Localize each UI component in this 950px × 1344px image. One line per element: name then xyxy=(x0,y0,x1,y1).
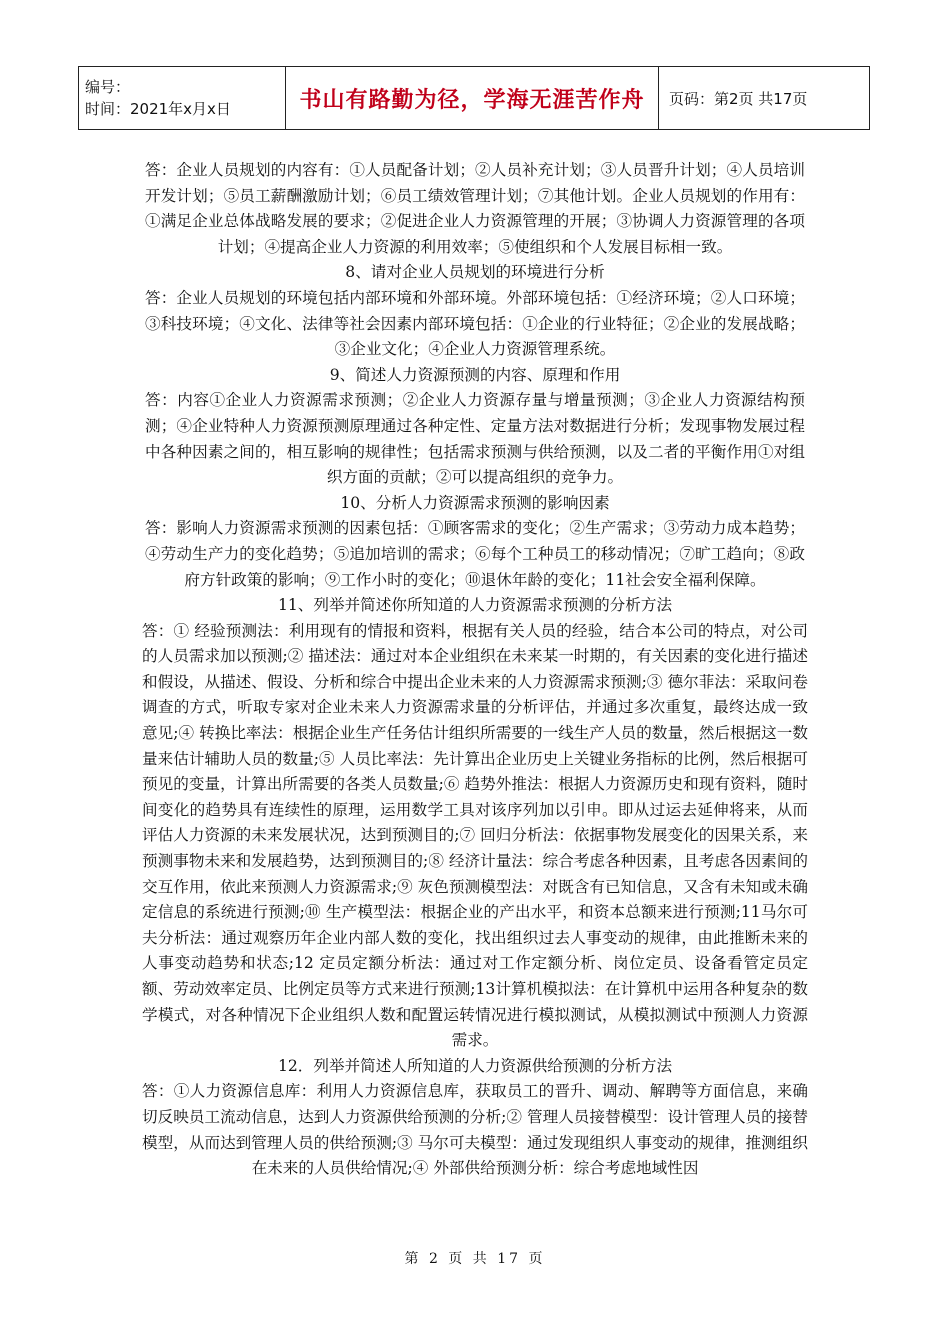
header-motto: 书山有路勤为径，学海无涯苦作舟 xyxy=(286,67,659,130)
answer-paragraph: 答：影响人力资源需求预测的因素包括：①顾客需求的变化；②生产需求；③劳动力成本趋势；④劳动生产力的变化趋势；⑤追加培训的需求；⑥每个工种员工的移动情况；⑦旷工趋向；⑧政府方针政策的影响；⑨工作小时的变化；⑩退休年龄的变化；11社会安全福利保障。 xyxy=(145,519,805,589)
question-heading: 12．列举并简述人所知道的人力资源供给预测的分析方法 xyxy=(277,1056,673,1075)
number-label: 编号： xyxy=(85,78,131,96)
page-footer: 第 2 页 共 17 页 xyxy=(404,1251,546,1267)
answer-paragraph: 答：企业人员规划的环境包括内部环境和外部环境。外部环境包括：①经济环境；②人口环境；③科技环境；④文化、法律等社会因素内部环境包括：①企业的行业特征；②企业的发展战略；③企业文化；④企业人力资源管理系统。 xyxy=(145,288,805,359)
answer-paragraph: 答：①人力资源信息库：利用人力资源信息库，获取员工的晋升、调动、解聘等方面信息，来确切反映员工流动信息，达到人力资源供给预测的分析;② 管理人员接替模型：设计管理人员的接替模型，从而达到管理人员的供给预测;③ 马尔可夫模型：通过发现组织人事变动的规律，推测组织在未来的人员供给情况;④ 外部供给预测分析：综合考虑地域性因 xyxy=(142,1082,808,1178)
question-heading: 8、请对企业人员规划的环境进行分析 xyxy=(345,263,605,282)
answer-paragraph: 答：内容①企业人力资源需求预测；②企业人力资源存量与增量预测；③企业人力资源结构预测；④企业特种人力资源预测原理通过各种定性、定量方法对数据进行分析；发现事物发展过程中各种因素之间的，相互影响的规律性；包括需求预测与供给预测，以及二者的平衡作用①对组织方面的贡献；②可以提高组织的竞争力。 xyxy=(145,391,805,487)
answer-paragraph: 答：① 经验预测法：利用现有的情报和资料，根据有关人员的经验，结合本公司的特点，对公司的人员需求加以预测;② 描述法：通过对本企业组织在未来某一时期的，有关因素的变化进行描述和假设，从描述、假设、分析和综合中提出企业未来的人力资源需求预测;③ 德尔菲法：采取问卷调查的方式，听取专家对企业未来人力资源需求量的分析评估，并通过多次重复，最终达成一致意见;④ 转换比率法：根据企业生产任务估计组织所需要的一线生产人员的数量，然后根据这一数量来估计辅助人员的数量;⑤ 人员比率法：先计算出企业历史上关键业务指标的比例，然后根据可预见的变量，计算出所需要的各类人员数量;⑥ 趋势外推法：根据人力资源历史和现有资料，随时间变化的趋势具有连续性的原理，运用数学工具对该序列加以引申。即从过运去延伸将来，从而评估人力资源的未来发展状况，达到预测目的;⑦ 回归分析法：依据事物发展变化的因果关系，来预测事物未来和发展趋势，达到预测目的;⑧ 经济计量法：综合考虑各种因素，且考虑各因素间的交互作用，依此来预测人力资源需求;⑨ 灰色预测模型法：对既含有已知信息，又含有未知或未确定信息的系统进行预测;⑩ 生产模型法：根据企业的产出水平，和资本总额来进行预测;11马尔可夫分析法：通过观察历年企业内部人数的变化，找出组织过去人事变动的规律，由此推断未来的人事变动趋势和状态;12 定员定额分析法：通过对工作定额分析、岗位定员、设备看管定员定额、劳动效率定员、比例定员等方式来进行预测;13计算机模拟法：在计算机中运用各种复杂的数学模式，对各种情况下企业组织人数和配置运转情况进行模拟测试，从模拟测试中预测人力资源需求。 xyxy=(142,621,808,1050)
header-meta xyxy=(79,67,286,130)
document-body xyxy=(142,158,808,1182)
question-heading: 11、列举并简述你所知道的人力资源需求预测的分析方法 xyxy=(277,596,673,615)
question-heading: 10、分析人力资源需求预测的影响因素 xyxy=(340,493,610,512)
question-heading: 9、简述人力资源预测的内容、原理和作用 xyxy=(329,365,621,384)
time-label: 时间：2021年x月x日 xyxy=(85,100,231,118)
answer-paragraph: 答：企业人员规划的内容有：①人员配备计划；②人员补充计划；③人员晋升计划；④人员培训开发计划；⑤员工薪酬激励计划；⑥员工绩效管理计划；⑦其他计划。企业人员规划的作用有：①满足企业总体战略发展的要求；②促进企业人力资源管理的开展；③协调人力资源管理的各项计划；④提高企业人力资源的利用效率；⑤使组织和个人发展目标相一致。 xyxy=(145,161,805,256)
header-page-info: 页码：第2页 共17页 xyxy=(659,67,870,130)
page-header xyxy=(78,66,870,130)
